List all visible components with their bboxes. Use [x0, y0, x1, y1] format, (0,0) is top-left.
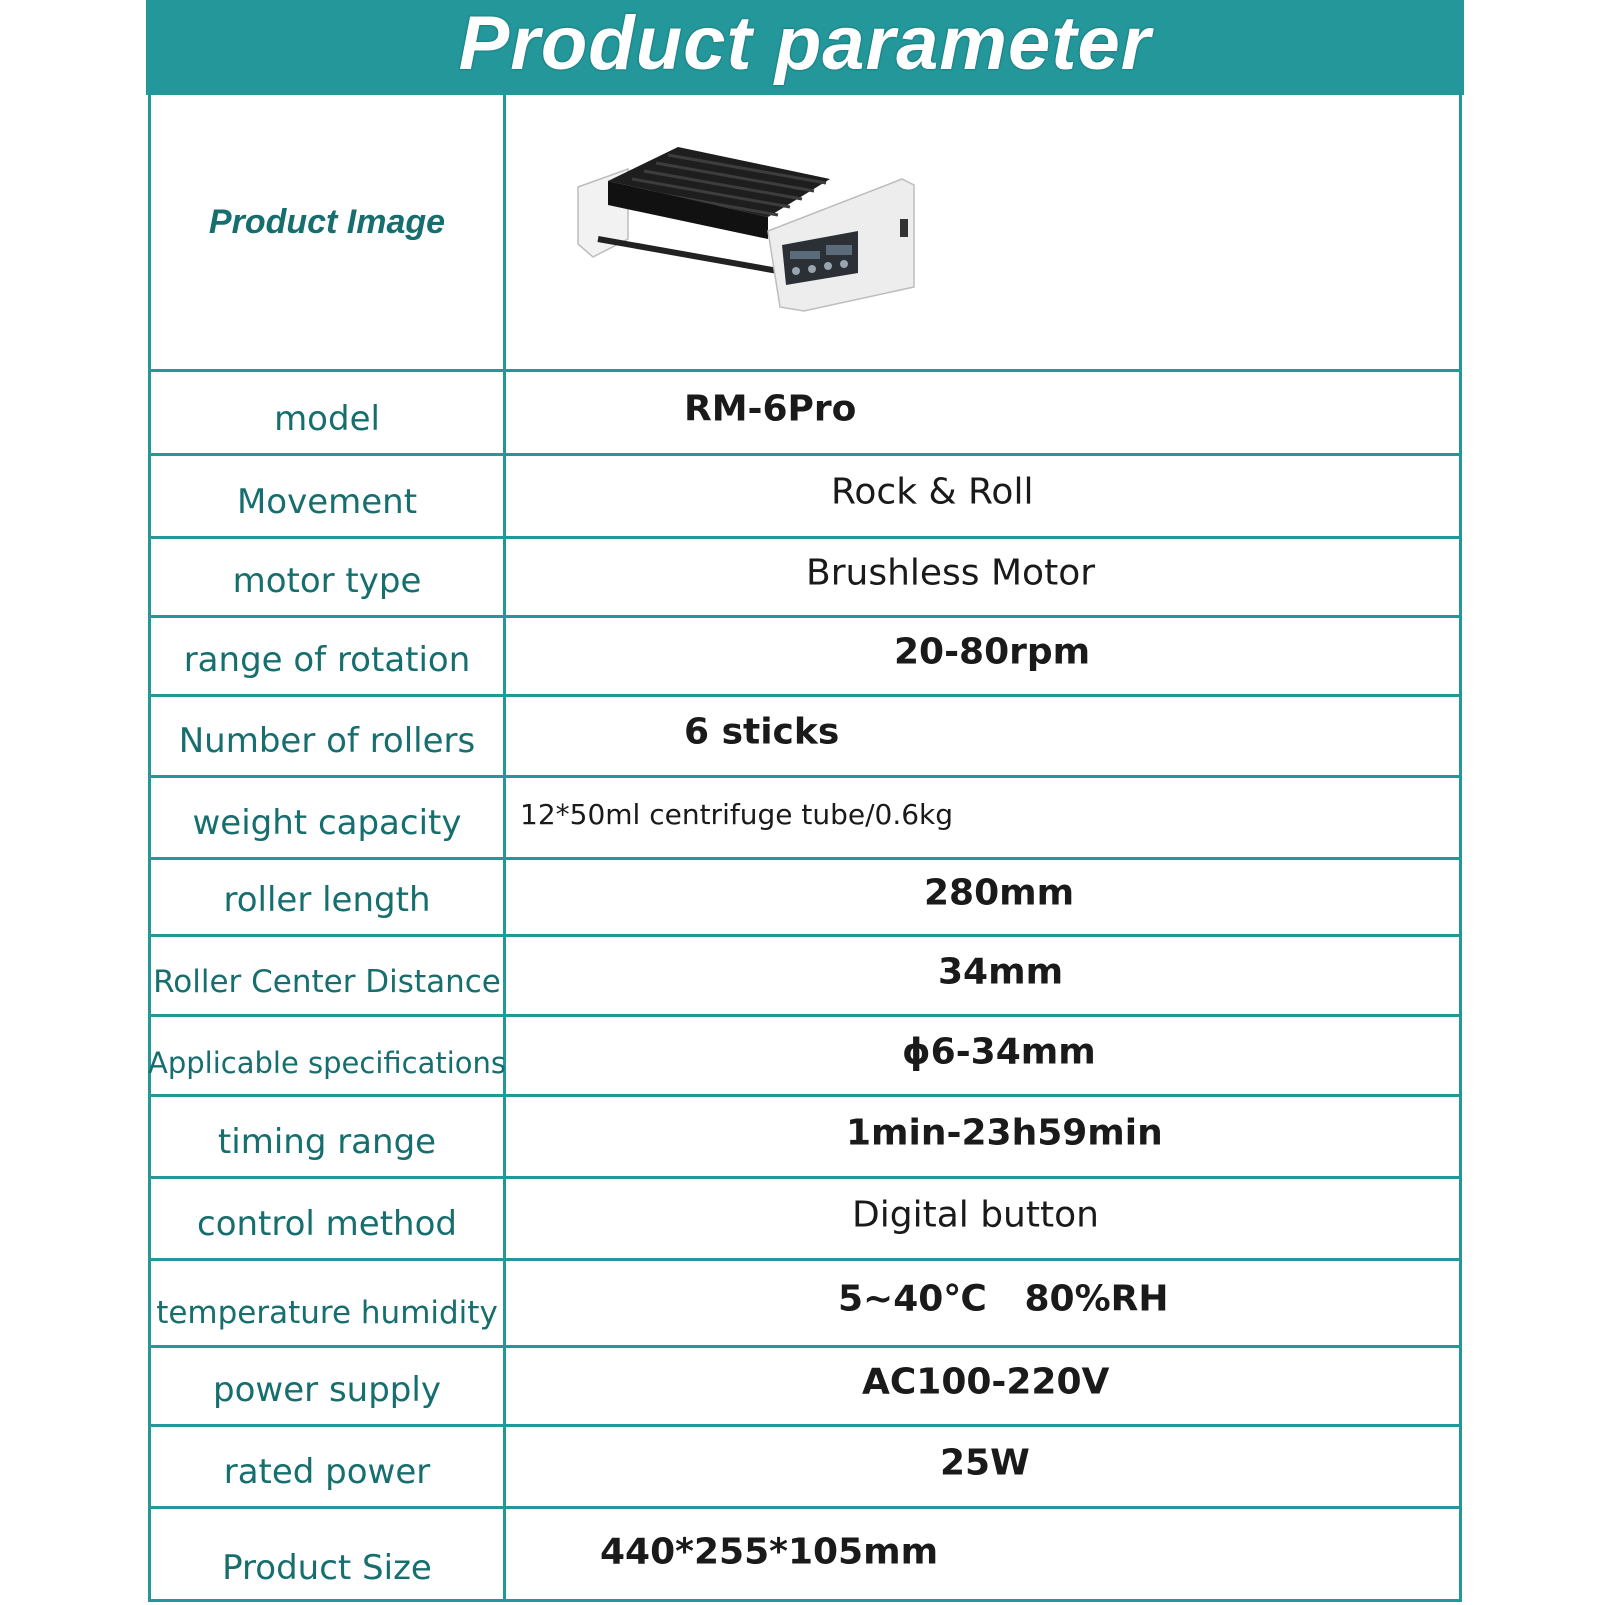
row-value-number-of-rollers: 6 sticks	[684, 711, 840, 753]
table-row-product-image	[151, 95, 1459, 372]
table-row-number-of-rollers	[151, 697, 1459, 778]
row-value-range-of-rotation: 20-80rpm	[894, 631, 1091, 673]
row-value-control-method: Digital button	[852, 1193, 1099, 1235]
row-label-roller-center-distance: Roller Center Distance	[151, 937, 506, 1014]
row-value-product-size: 440*255*105mm	[600, 1530, 939, 1572]
table-row-rated-power	[151, 1427, 1459, 1509]
row-label-model: model	[151, 372, 506, 453]
product-image-cell	[506, 95, 1459, 369]
tube-roller-mixer-icon	[568, 139, 928, 329]
table-row-product-size	[151, 1509, 1459, 1602]
row-label-roller-length: roller length	[151, 860, 506, 934]
row-label-motor-type: motor type	[151, 539, 506, 615]
table-row-control-method	[151, 1179, 1459, 1261]
table-row-weight-capacity	[151, 778, 1459, 860]
row-label-movement: Movement	[151, 456, 506, 536]
row-value-roller-length: 280mm	[924, 872, 1075, 914]
row-label-applicable-specifications: Applicable specifications	[151, 1017, 506, 1094]
table-row-temperature-humidity	[151, 1261, 1459, 1348]
row-label-temperature-humidity: temperature humidity	[151, 1261, 506, 1345]
table-row-range-of-rotation	[151, 618, 1459, 697]
row-label-rated-power: rated power	[151, 1427, 506, 1506]
row-label-power-supply: power supply	[151, 1348, 506, 1424]
table-row-movement	[151, 456, 1459, 539]
table-row-model	[151, 372, 1459, 456]
table-row-motor-type	[151, 539, 1459, 618]
row-value-rated-power: 25W	[940, 1441, 1030, 1483]
row-value-motor-type: Brushless Motor	[806, 552, 1096, 594]
table-row-power-supply	[151, 1348, 1459, 1427]
row-value-weight-capacity: 12*50ml centrifuge tube/0.6kg	[520, 797, 954, 831]
row-value-temperature-humidity: 5~40℃ 80%RH	[838, 1278, 1169, 1320]
row-label-product-size: Product Size	[151, 1509, 506, 1602]
row-value-roller-center-distance: 34mm	[938, 950, 1064, 992]
row-label-weight-capacity: weight capacity	[151, 778, 506, 857]
table-row-applicable-specifications	[148, 1017, 1459, 1097]
parameter-table	[148, 95, 1462, 1602]
row-value-applicable-specifications: ϕ6-34mm	[902, 1030, 1096, 1072]
page-title: Product parameter	[458, 1, 1152, 86]
row-value-power-supply: AC100-220V	[862, 1361, 1110, 1403]
row-label-number-of-rollers: Number of rollers	[151, 697, 506, 775]
row-label-timing-range: timing range	[151, 1097, 506, 1176]
table-row-timing-range	[151, 1097, 1459, 1179]
row-value-timing-range: 1min-23h59min	[846, 1111, 1163, 1153]
row-label-range-of-rotation: range of rotation	[151, 618, 506, 694]
table-row-roller-length	[151, 860, 1459, 937]
row-value-model: RM-6Pro	[684, 387, 857, 429]
row-label-control-method: control method	[151, 1179, 506, 1258]
row-value-movement: Rock & Roll	[831, 471, 1034, 513]
table-row-roller-center-distance	[151, 937, 1459, 1017]
header-banner	[146, 0, 1464, 95]
product-image-label: Product Image	[151, 95, 506, 369]
